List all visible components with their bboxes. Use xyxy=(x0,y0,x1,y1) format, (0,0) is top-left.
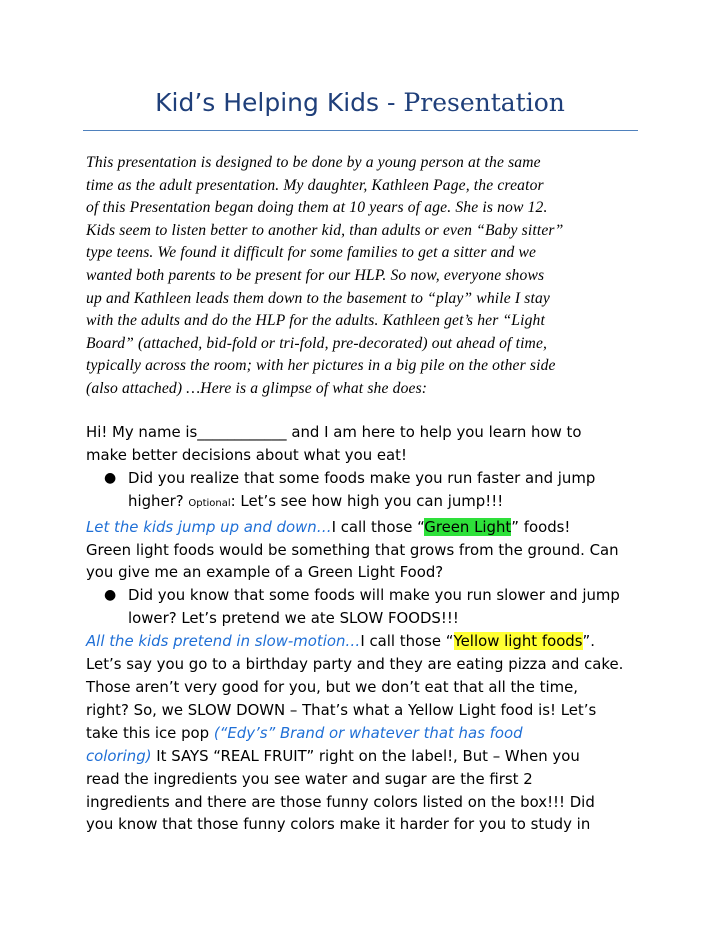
body-line: you give me an example of a Green Light Food? xyxy=(86,563,444,582)
title-underline xyxy=(83,130,638,131)
bullet-text: higher? xyxy=(128,491,189,510)
intro-line: of this Presentation began doing them at 10 years of age. She is now 12. xyxy=(86,199,548,217)
body-line: Green light foods would be something that grows from the ground. Can xyxy=(86,540,619,559)
stage-direction: Let the kids jump up and down… xyxy=(86,517,332,536)
bullet-dot-icon: ● xyxy=(104,587,117,604)
body-line: Hi! My name is____________ and I am here to help you learn how to xyxy=(86,423,582,441)
stage-direction: (“Edy’s” Brand or whatever that has food xyxy=(213,723,523,742)
intro-line: wanted both parents to be present for our HLP. So now, everyone shows xyxy=(86,266,545,284)
body-line xyxy=(86,516,646,539)
body-line xyxy=(86,745,646,768)
body-line: read the ingredients you see water and sugar are the first 2 xyxy=(86,769,533,788)
intro-line: Kids seem to listen better to another kid, than adults or even “Baby sitter” xyxy=(86,221,564,239)
title-main: Kid’s Helping Kids xyxy=(155,88,380,117)
body-line xyxy=(86,630,646,653)
body-line: you know that those funny colors make it harder for you to study in xyxy=(86,815,591,834)
title-separator: - xyxy=(379,88,404,117)
bullet-item xyxy=(86,584,646,607)
optional-label: Optional xyxy=(188,497,231,509)
bullet-text: Did you know that some foods will make you run slower and jump xyxy=(128,586,620,605)
body-text: I call those “ xyxy=(331,517,425,536)
intro-line: (also attached) …Here is a glimpse of what she does: xyxy=(86,379,428,397)
body-line: Those aren’t very good for you, but we don’t eat that all the time, xyxy=(86,677,579,696)
bullet-text: : Let’s see how high you can jump!!! xyxy=(230,491,504,510)
bullet-item-continuation xyxy=(86,607,646,630)
page-title xyxy=(0,88,720,117)
bullet-text: lower? Let’s pretend we ate SLOW FOODS!!! xyxy=(128,609,459,628)
body-line: ingredients and there are those funny colors listed on the box!!! Did xyxy=(86,792,595,811)
intro-line: time as the adult presentation. My daughter, Kathleen Page, the creator xyxy=(86,176,544,194)
intro-line: This presentation is designed to be done by a young person at the same xyxy=(86,154,541,171)
body-line: Let’s say you go to a birthday party and they are eating pizza and cake. xyxy=(86,655,624,674)
body-text: ”. xyxy=(582,632,595,651)
body-line: right? So, we SLOW DOWN – That’s what a Yellow Light food is! Let’s xyxy=(86,700,597,719)
body-text: take this ice pop xyxy=(86,723,214,742)
intro-line: with the adults and do the HLP for the adults. Kathleen get’s her “Light xyxy=(86,312,545,330)
intro-line: typically across the room; with her pictures in a big pile on the other side xyxy=(86,357,556,375)
intro-line: type teens. We found it difficult for some families to get a sitter and we xyxy=(86,244,537,262)
script-body xyxy=(86,421,646,836)
intro-line: up and Kathleen leads them down to the basement to “play” while I stay xyxy=(86,289,550,307)
bullet-item xyxy=(86,467,646,490)
body-line xyxy=(86,722,646,745)
intro-line: Board” (attached, bid-fold or tri-fold, pre-decorated) out ahead of time, xyxy=(86,334,548,352)
body-text: ” foods! xyxy=(511,517,571,536)
green-light-highlight: Green Light xyxy=(424,517,512,536)
body-text: I call those “ xyxy=(360,632,454,651)
bullet-text: Did you realize that some foods make you run faster and jump xyxy=(128,468,596,487)
body-line: make better decisions about what you eat! xyxy=(86,445,407,464)
intro-paragraph xyxy=(86,152,646,401)
title-sub: Presentation xyxy=(403,88,565,117)
stage-direction: All the kids pretend in slow-motion… xyxy=(86,632,361,651)
yellow-light-highlight: Yellow light foods xyxy=(453,632,583,651)
stage-direction: coloring) xyxy=(86,746,152,765)
bullet-dot-icon: ● xyxy=(104,469,117,486)
body-text: It SAYS “REAL FRUIT” right on the label!, But – When you xyxy=(151,746,580,765)
bullet-item-continuation xyxy=(86,490,646,516)
